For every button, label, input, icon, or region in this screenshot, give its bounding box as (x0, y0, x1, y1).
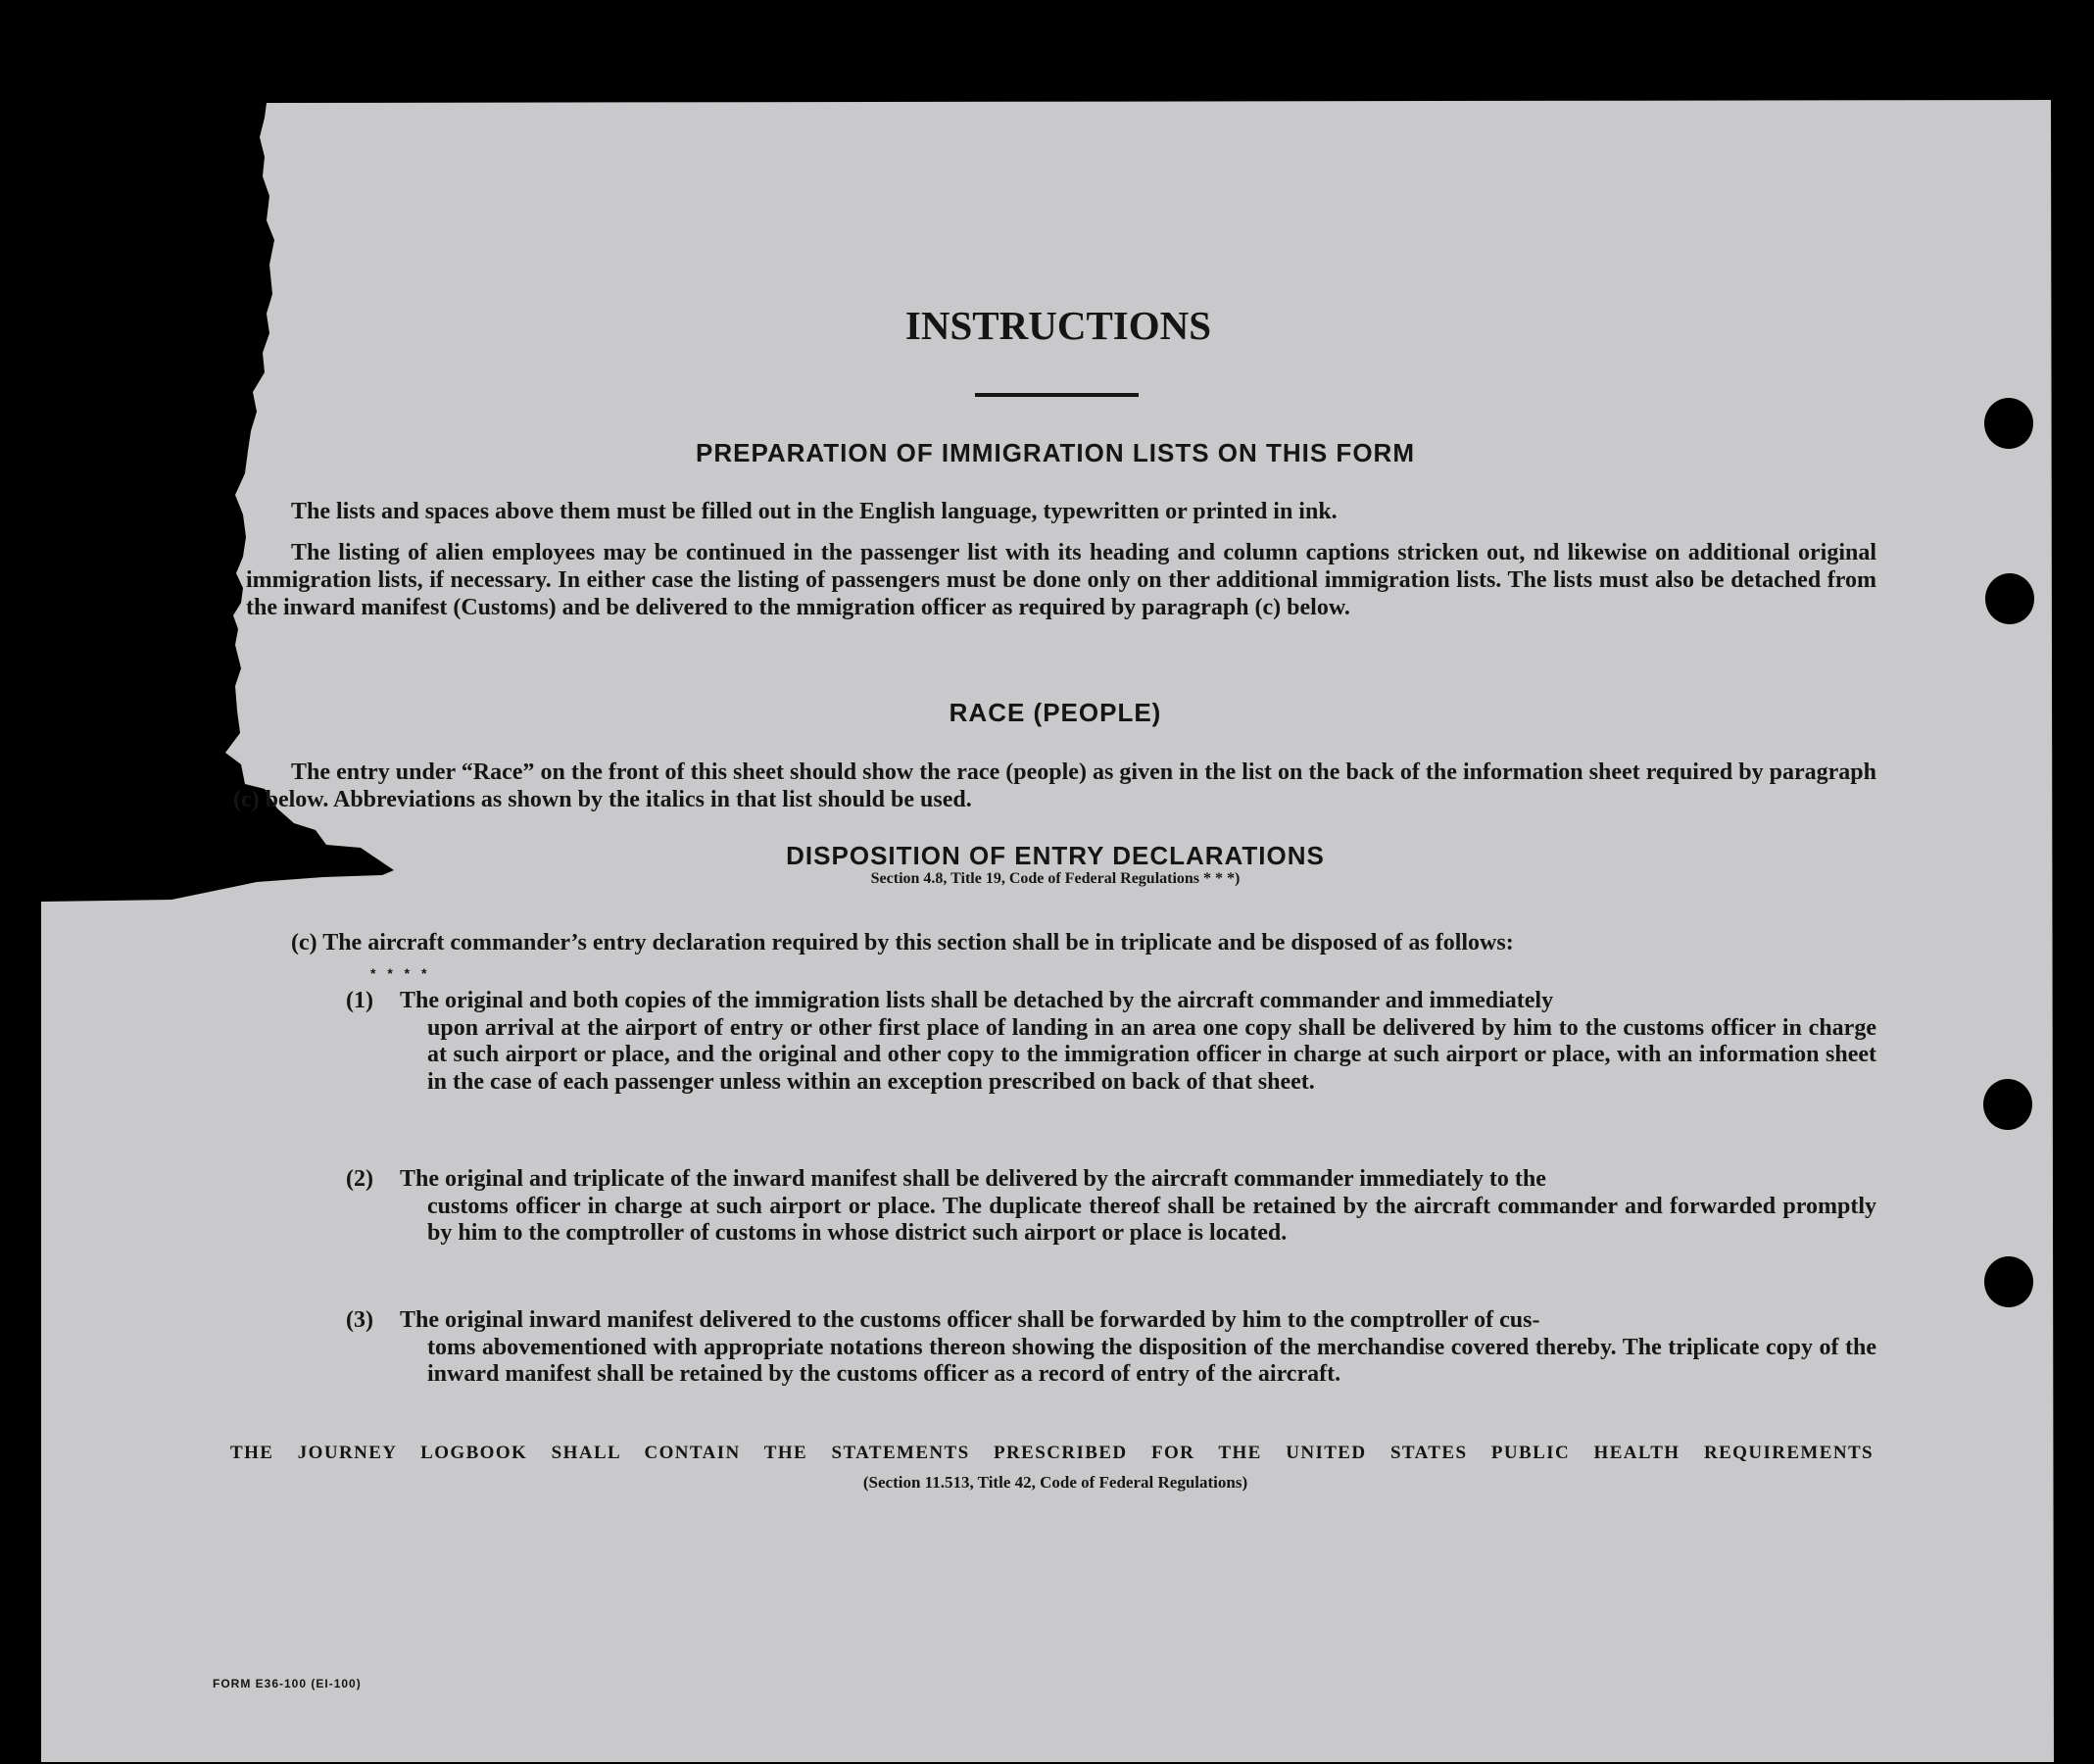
item-number: (3) (346, 1307, 373, 1333)
item-first-line: The original and both copies of the immigration lists shall be detached by the aircraft commander and immediately (400, 988, 1554, 1013)
title-rule (975, 393, 1139, 397)
item-first-line: The original inward manifest delivered to the customs officer shall be forwarded by him to the comptroller of cus- (400, 1307, 1540, 1333)
preparation-paragraph-2: The listing of alien employees may be continued in the passenger list with its heading and column captions stricken out, nd likewise on additional original immigration lists, if necessary. In either case the listing of passengers must be done only on ther additional immigration lists. The lists must also be detached from the inward manifest (Customs) and be delivered to the mmigration officer as required by paragraph (c) below. (246, 540, 1876, 620)
form-number: FORM E36-100 (EI-100) (213, 1677, 362, 1690)
race-paragraph: The entry under “Race” on the front of this sheet should show the race (people) as given in the list on the back of the information sheet required by paragraph (c) below. Abbreviations as shown by the italics in that list should be used. (233, 760, 1876, 812)
race-heading: RACE (PEOPLE) (949, 698, 1162, 727)
preparation-paragraph-1: The lists and spaces above them must be filled out in the English language, typewritten or printed in ink. (291, 499, 1338, 524)
preparation-heading: PREPARATION OF IMMIGRATION LISTS ON THIS FORM (696, 438, 1415, 467)
item-first-line: The original and triplicate of the inward manifest shall be delivered by the aircraft commander immediately to the (400, 1166, 1546, 1192)
item-number: (2) (346, 1166, 373, 1192)
logbook-citation: (Section 11.513, Title 42, Code of Federal Regulations) (862, 1473, 1248, 1492)
item-continuation: toms abovementioned with appropriate notations thereon showing the disposition of the merchandise covered thereby. The triplicate copy of the inward manifest shall be retained by the customs officer as a record of entry of the aircraft. (427, 1334, 1876, 1387)
item-continuation: customs officer in charge at such airport or place. The duplicate thereof shall be retained by the aircraft commander and forwarded promptly by him to the comptroller of customs in whose district such airport or place is located. (427, 1193, 1876, 1246)
omission-dots: * * * * (370, 965, 431, 981)
paragraph-c: (c) The aircraft commander’s entry declaration required by this section shall be in triplicate and be disposed of as follows: (291, 930, 1514, 956)
item-number: (1) (346, 988, 373, 1013)
disposition-citation: Section 4.8, Title 19, Code of Federal Regulations * * *) (870, 870, 1241, 887)
item-continuation: upon arrival at the airport of entry or other first place of landing in an area one copy shall be delivered by him to the customs officer in charge at such airport or place, and the original and other copy to the immigration officer in charge at such airport or place, with an information sheet in the case of each passenger unless within an exception prescribed on back of that sheet. (427, 1014, 1876, 1095)
document-title: INSTRUCTIONS (904, 303, 1212, 348)
disposition-heading: DISPOSITION OF ENTRY DECLARATIONS (786, 841, 1325, 870)
logbook-statement: THE JOURNEY LOGBOOK SHALL CONTAIN THE STATEMENTS PRESCRIBED FOR THE UNITED STATES PUBLIC HEALTH REQUIREMENTS (230, 1443, 1874, 1463)
